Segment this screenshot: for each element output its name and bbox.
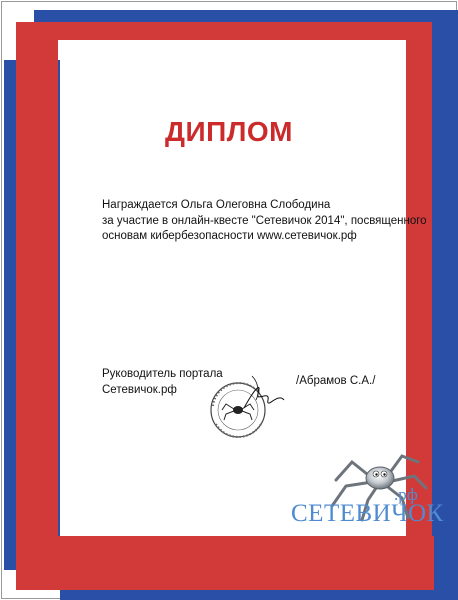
- frame-red-top: [16, 22, 458, 40]
- stamp-seal: [200, 370, 290, 450]
- award-line-reason: за участие в онлайн-квесте "Сетевичок 2014", посвященного: [102, 214, 427, 227]
- diploma-title: ДИПЛОМ: [165, 116, 293, 147]
- logo-domain-suffix: .рф: [394, 485, 418, 504]
- award-line-topic: основам кибербезопасности www.сетевичок.рф: [102, 230, 357, 242]
- signatory-role-line-2: Сетевичок.рф: [102, 383, 177, 396]
- frame-blue-bottom: [60, 590, 458, 600]
- award-text: [102, 198, 427, 245]
- logo-wordmark: СЕТЕВИЧОК: [291, 500, 444, 527]
- signatory-role-line-1: Руководитель портала: [102, 368, 223, 380]
- frame-red-bottom: [16, 536, 434, 590]
- award-line-recipient: Награждается Ольга Олеговна Слободина: [102, 199, 331, 211]
- signatory-name: /Абрамов С.А./: [296, 375, 376, 387]
- frame-red-left: [16, 22, 58, 590]
